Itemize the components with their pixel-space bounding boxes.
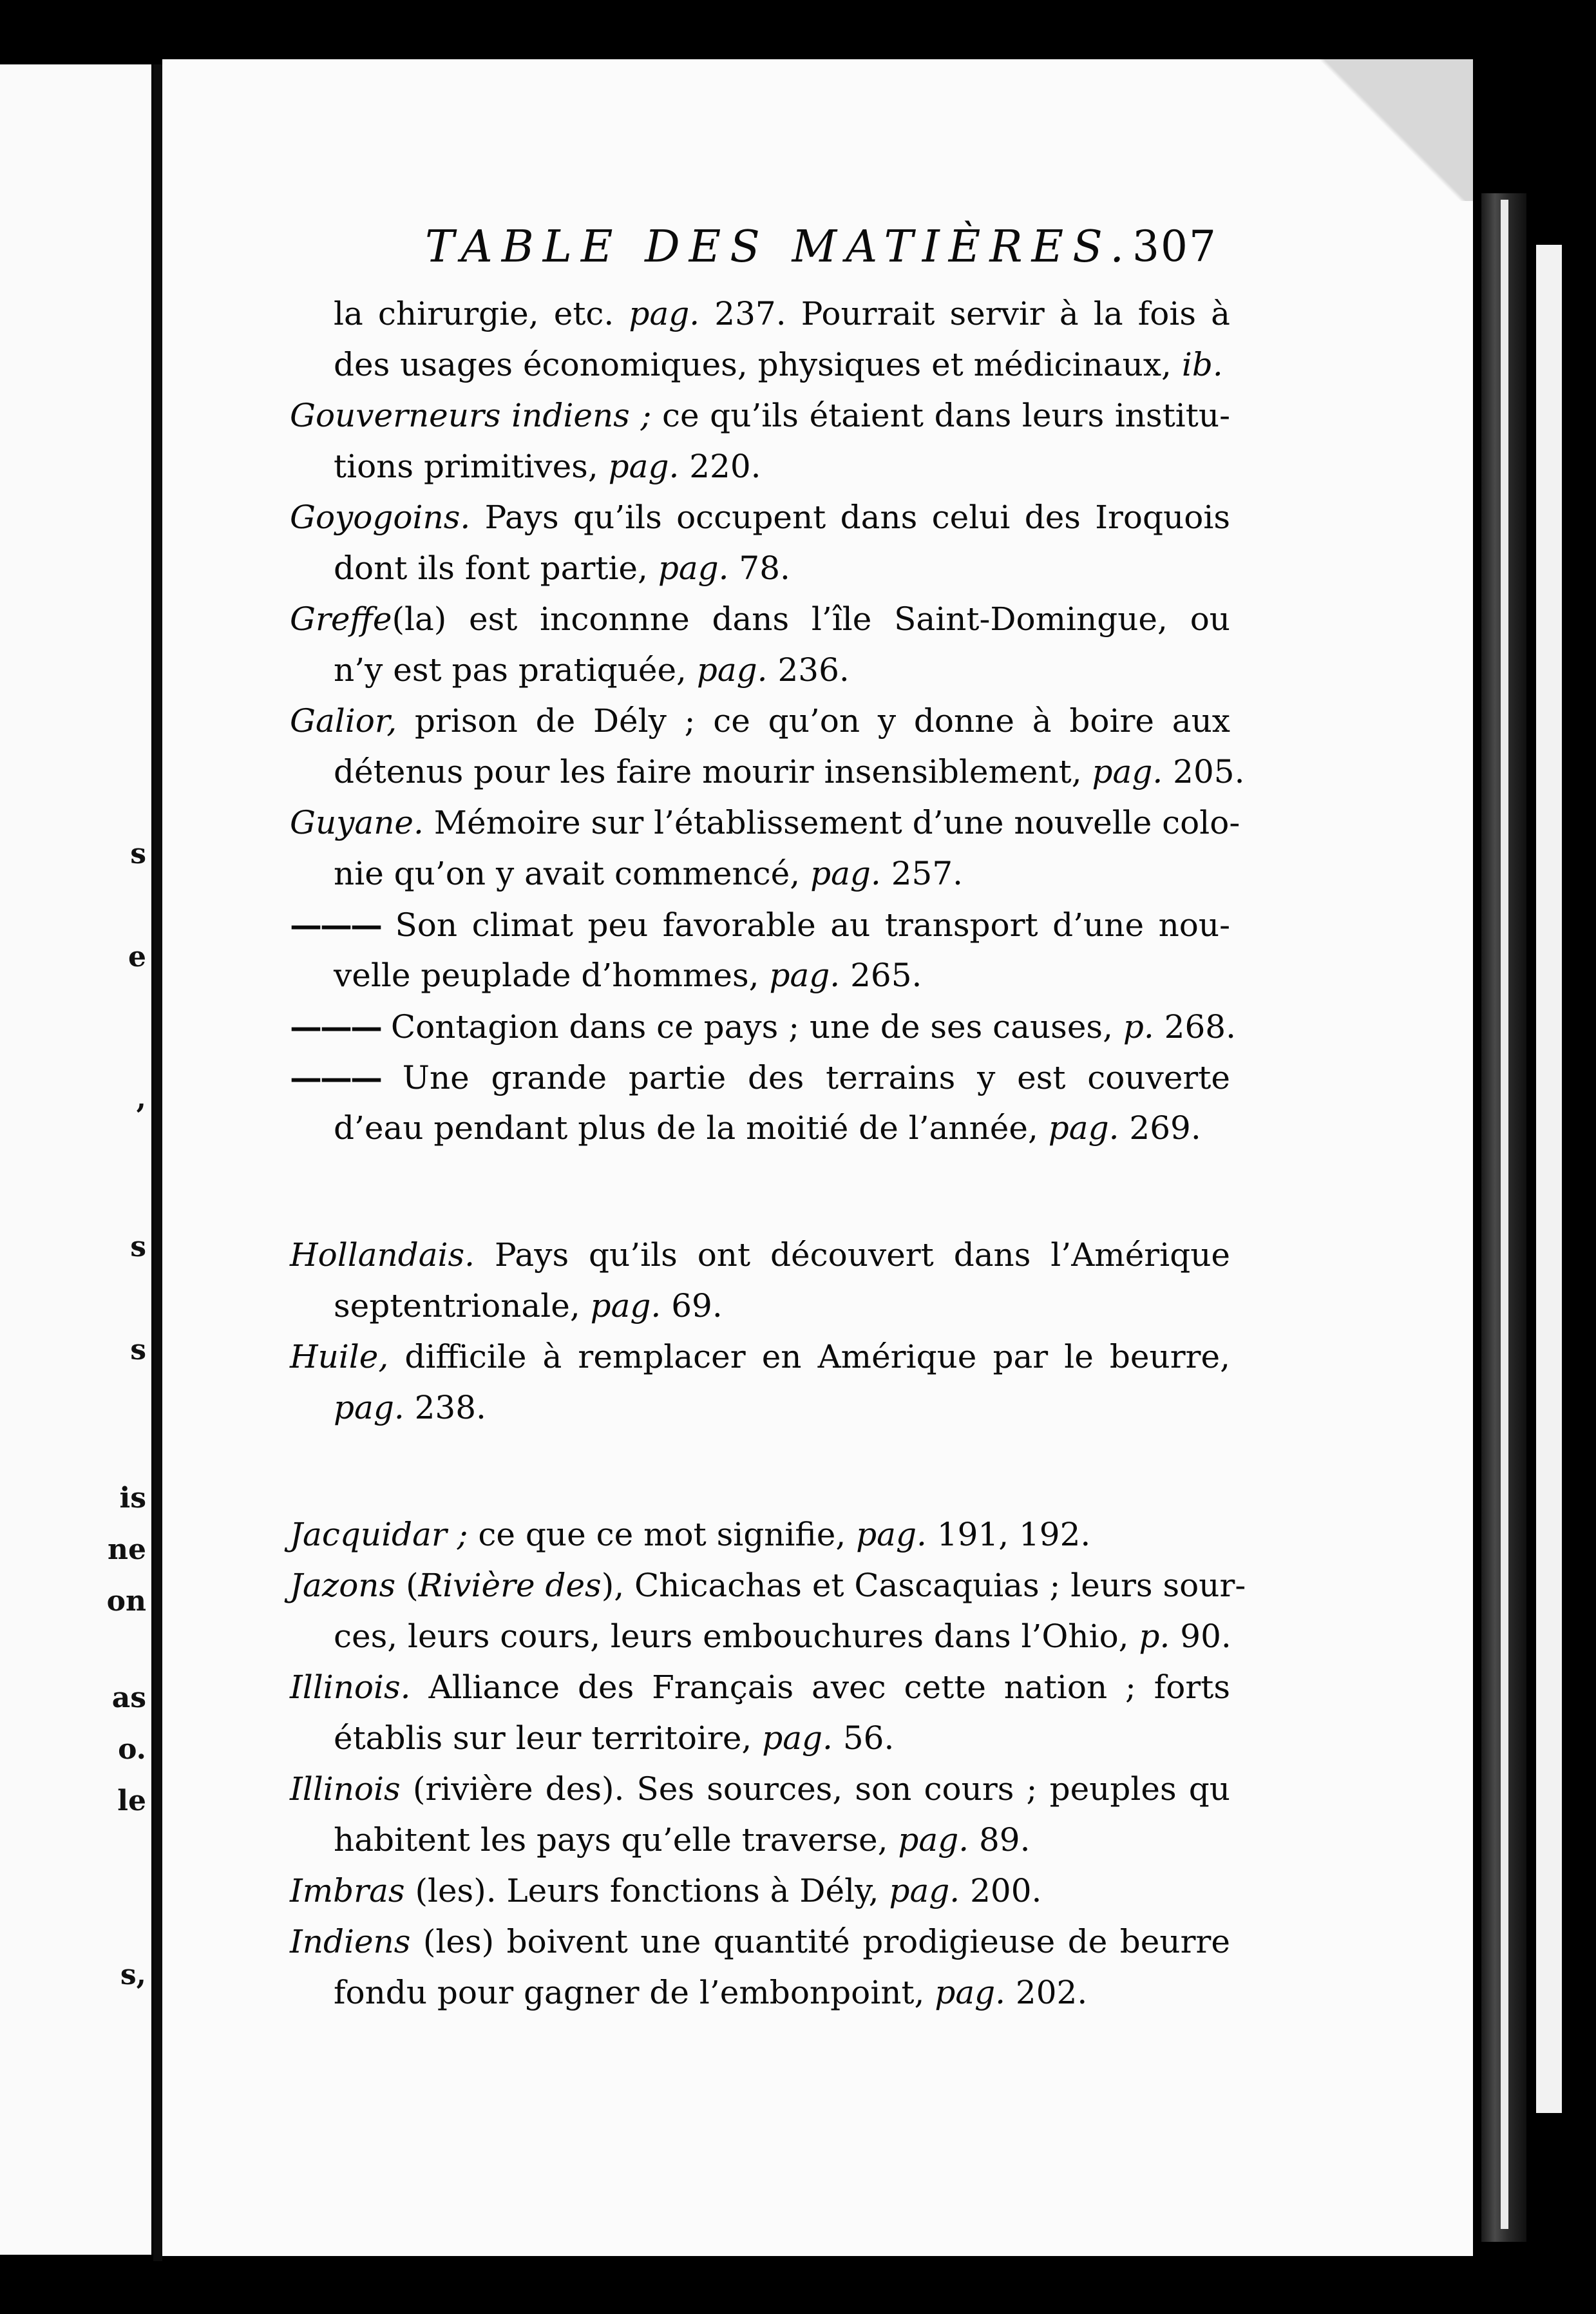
entry-text: Pays qu’ils occupent dans celui des Iroquois (470, 499, 1230, 536)
index-entries (290, 289, 1246, 2018)
entry-line (290, 848, 1230, 899)
entry-line (290, 390, 1230, 441)
entry-text: (rivière des). Ses sources, son cours ; peuples qu (400, 1770, 1230, 1808)
index-entry (290, 1332, 1230, 1433)
entry-text: Alliance des Français avec cette nation ; forts (410, 1669, 1230, 1706)
margin-fragment: ne (108, 1533, 146, 1566)
entry-line (290, 492, 1230, 543)
entry-term: Imbras (290, 1872, 405, 1909)
entry-text: établis sur leur territoire, pag. 56. (334, 1719, 895, 1757)
margin-fragment: le (117, 1784, 146, 1817)
index-entry (290, 1662, 1230, 1764)
header-title: TABLE DES MATIÈRES. (425, 222, 1133, 273)
entry-text: Contagion dans ce pays ; une de ses causes, p. 268. (381, 1008, 1236, 1046)
index-entry (290, 1001, 1236, 1052)
entry-text: détenus pour les faire mourir insensiblement, pag. 205. (334, 753, 1245, 790)
index-entry (290, 1764, 1230, 1866)
entry-line (290, 1382, 1230, 1433)
repeat-dash: ——— (290, 906, 381, 944)
section-gap (290, 1154, 1230, 1230)
entry-term: Illinois (290, 1770, 401, 1808)
index-entry (290, 1509, 1230, 1560)
entry-line (290, 1281, 1230, 1332)
entry-term: Greffe (290, 600, 392, 638)
entry-text: habitent les pays qu’elle traverse, pag. 89. (334, 1821, 1031, 1859)
entry-line (290, 645, 1230, 696)
entry-line (290, 1967, 1230, 2018)
entry-term: Hollandais. (290, 1236, 475, 1274)
entry-line (290, 747, 1245, 798)
entry-term: Galior, (290, 702, 397, 740)
entry-line (290, 543, 1230, 594)
entry-text: velle peuplade d’hommes, pag. 265. (334, 957, 922, 994)
entry-text: difficile à remplacer en Amérique par le beurre, (388, 1338, 1230, 1375)
index-entry (290, 798, 1240, 899)
entry-line (290, 1815, 1230, 1866)
entry-line (290, 1509, 1230, 1560)
entry-line (290, 1052, 1230, 1103)
index-entry (290, 1052, 1230, 1154)
index-entry (290, 899, 1230, 1001)
repeat-dash: ——— (290, 1058, 381, 1096)
margin-fragment: s (130, 1334, 146, 1366)
margin-fragment: is (119, 1482, 146, 1515)
index-entry (290, 390, 1230, 492)
entry-text: nie qu’on y avait commencé, pag. 257. (334, 855, 964, 892)
entry-line (290, 1103, 1230, 1154)
index-entry (290, 1560, 1246, 1662)
entry-text: (les). Leurs fonctions à Dély, pag. 200. (404, 1872, 1042, 1909)
entry-line (290, 1230, 1230, 1281)
entry-line (290, 441, 1230, 492)
index-entry (290, 289, 1230, 390)
index-entry (290, 1230, 1230, 1332)
entry-term: Illinois. (290, 1669, 411, 1706)
running-header (425, 213, 1217, 283)
margin-fragment: o. (118, 1733, 146, 1766)
entry-text: la chirurgie, etc. pag. 237. Pourrait servir à la fois à (334, 295, 1230, 332)
entry-line (290, 1866, 1230, 1917)
page-number: 307 (1132, 222, 1217, 271)
entry-text: n’y est pas pratiquée, pag. 236. (334, 651, 850, 689)
entry-line (290, 1611, 1230, 1662)
entry-line (290, 1662, 1230, 1713)
entry-line (290, 289, 1230, 339)
entry-text: des usages économiques, physiques et médicinaux, ib. (334, 346, 1223, 383)
section-gap (290, 1433, 1230, 1509)
entry-text: dont ils font partie, pag. 78. (334, 550, 790, 587)
entry-text: Une grande partie des terrains y est couverte (381, 1059, 1230, 1096)
entry-line (290, 594, 1230, 645)
entry-term: Gouverneurs indiens ; (290, 397, 652, 434)
entry-text: ce qu’ils étaient dans leurs institu- (651, 397, 1230, 434)
entry-line (290, 339, 1230, 390)
margin-fragment: s (130, 1230, 146, 1263)
entry-term: Jazons (290, 1567, 396, 1604)
entry-line (290, 798, 1240, 848)
page-edge-highlight (1501, 200, 1508, 2229)
entry-text: Son climat peu favorable au transport d’une nou- (381, 906, 1230, 944)
entry-text: tions primitives, pag. 220. (334, 448, 761, 485)
entry-line (290, 950, 1230, 1001)
margin-fragment: , (136, 1082, 146, 1115)
entry-text: fondu pour gagner de l’embonpoint, pag. 202. (334, 1974, 1088, 2011)
previous-page-edge (0, 64, 151, 2255)
entry-text: prison de Dély ; ce qu’on y donne à boire aux (397, 702, 1230, 740)
repeat-dash: ——— (290, 1008, 381, 1046)
entry-text: ces, leurs cours, leurs embouchures dans l’Ohio, p. 90. (334, 1618, 1231, 1655)
entry-text: pag. 238. (334, 1389, 486, 1426)
entry-line (290, 1560, 1246, 1611)
entry-term: Jacquidar ; (290, 1516, 468, 1553)
entry-text: (les) boivent une quantité prodigieuse de beurre (410, 1923, 1230, 1960)
margin-fragment: as (111, 1681, 146, 1714)
margin-fragment: s, (120, 1958, 146, 1991)
page-edge-margin (1536, 245, 1562, 2113)
index-entry (290, 1866, 1230, 1917)
margin-fragment: on (106, 1585, 146, 1618)
margin-fragment: e (128, 941, 146, 973)
entry-line (290, 899, 1230, 950)
entry-text: ce que ce mot signifie, pag. 191, 192. (468, 1516, 1091, 1553)
entry-term: Indiens (290, 1923, 411, 1960)
margin-fragment: s (130, 837, 146, 870)
folded-corner (1306, 59, 1473, 201)
entry-line (290, 1917, 1230, 1967)
entry-text: d’eau pendant plus de la moitié de l’année, pag. 269. (334, 1109, 1201, 1147)
entry-line (290, 1713, 1230, 1764)
entry-line (290, 1332, 1230, 1382)
book-gutter (153, 64, 162, 2261)
entry-line (290, 1764, 1230, 1815)
index-entry (290, 594, 1230, 696)
entry-text: (Rivière des), Chicachas et Cascaquias ; leurs sour- (406, 1567, 1246, 1604)
entry-text: (la) est inconnne dans l’île Saint-Domingue, ou (392, 600, 1230, 638)
entry-term: Guyane. (290, 804, 424, 841)
entry-text: Mémoire sur l’établissement d’une nouvelle colo- (423, 804, 1240, 841)
entry-line (290, 696, 1230, 747)
entry-term: Goyogoins. (290, 499, 471, 536)
index-entry (290, 696, 1245, 798)
entry-text: septentrionale, pag. 69. (334, 1287, 723, 1324)
entry-text: Pays qu’ils ont découvert dans l’Amérique (475, 1236, 1230, 1274)
index-entry (290, 1917, 1230, 2018)
entry-line (290, 1001, 1236, 1052)
index-entry (290, 492, 1230, 594)
entry-term: Huile, (290, 1338, 389, 1375)
